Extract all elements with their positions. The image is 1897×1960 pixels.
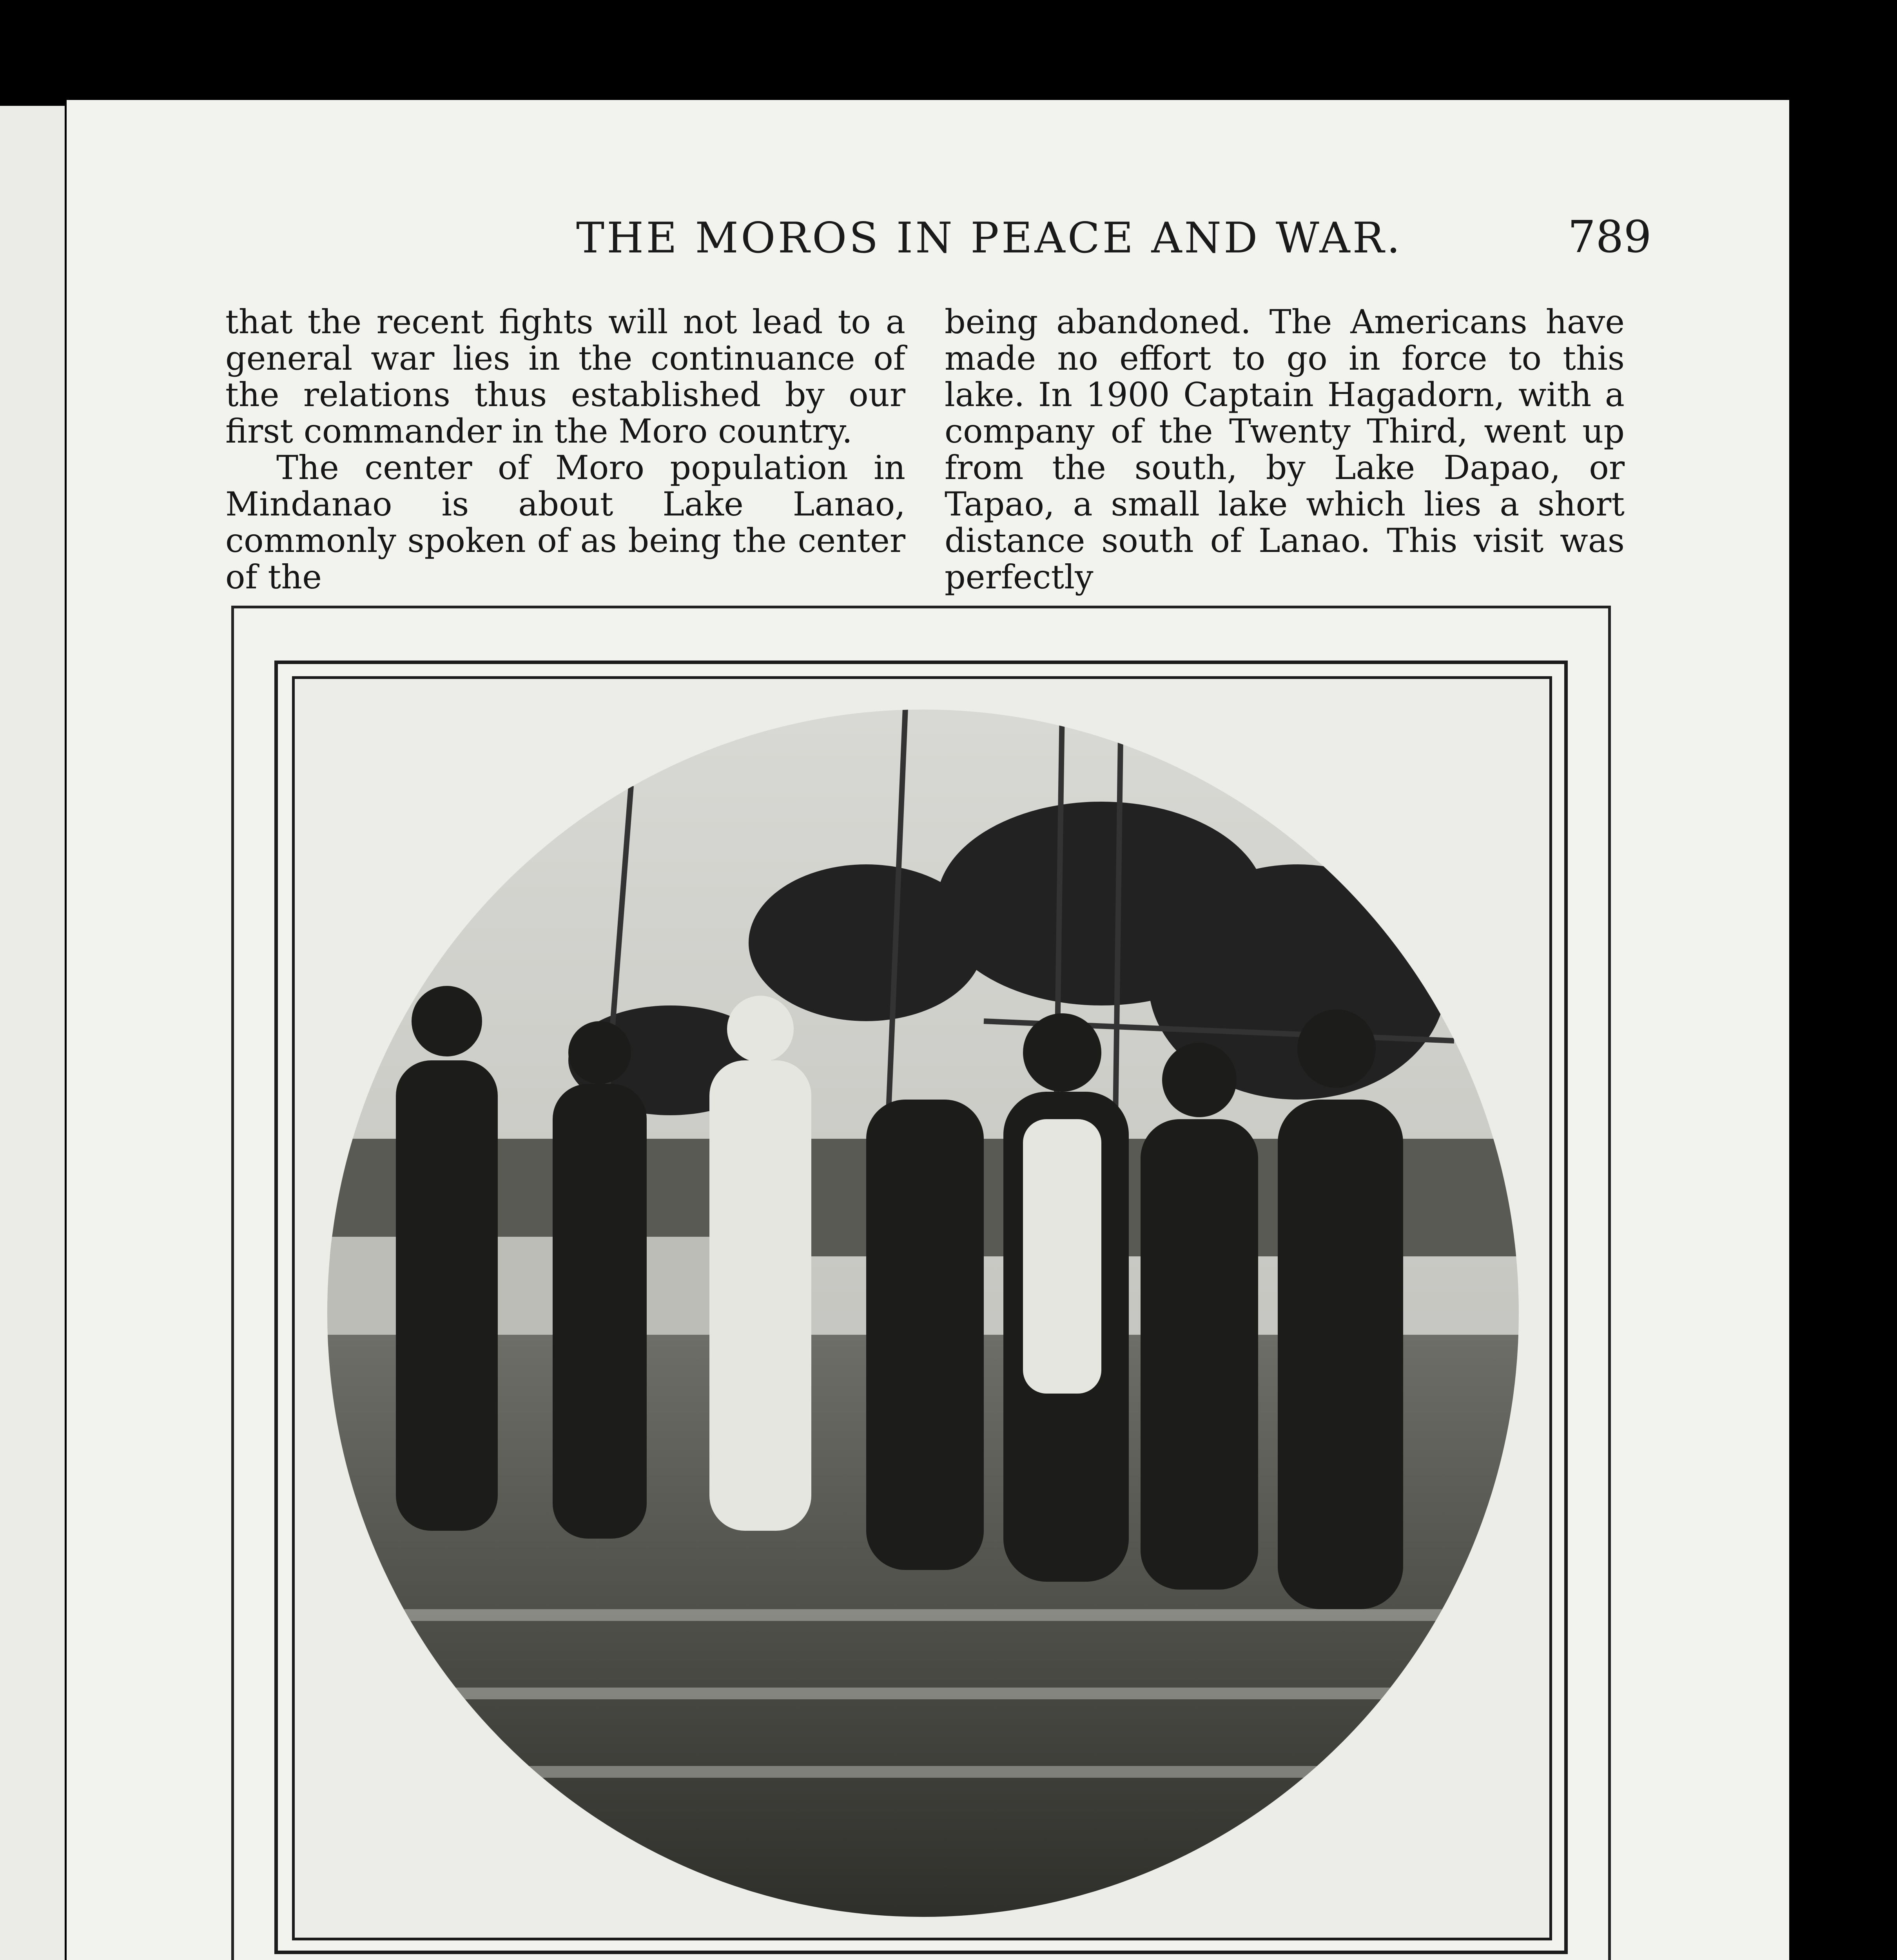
paragraph: The center of Moro population in Mindanao is about Lake Lanao, commonly spoken of as being the center of the [225,448,905,596]
facing-page-edge [0,106,65,1960]
paragraph: that the recent fights will not lead to a general war lies in the continuance of the relations thus established by our first commander in the Moro country. [225,303,905,450]
magazine-page [67,100,1789,1960]
running-head-title: THE MOROS IN PEACE AND WAR. [576,214,1403,263]
top-right-column [945,304,1625,595]
paragraph: being abandoned. The Americans have made no effort to go in force to this lake. In 1900 Captain Hagadorn, with a company of the Twenty Third, went up from the south, by Lake Dapao, or Tapao, a small lake which lies a short distance south of Lanao. This visit was perfectly [945,303,1625,596]
top-left-column [225,304,905,595]
page-number: 789 [1568,212,1652,263]
circular-photograph [317,708,1529,1919]
